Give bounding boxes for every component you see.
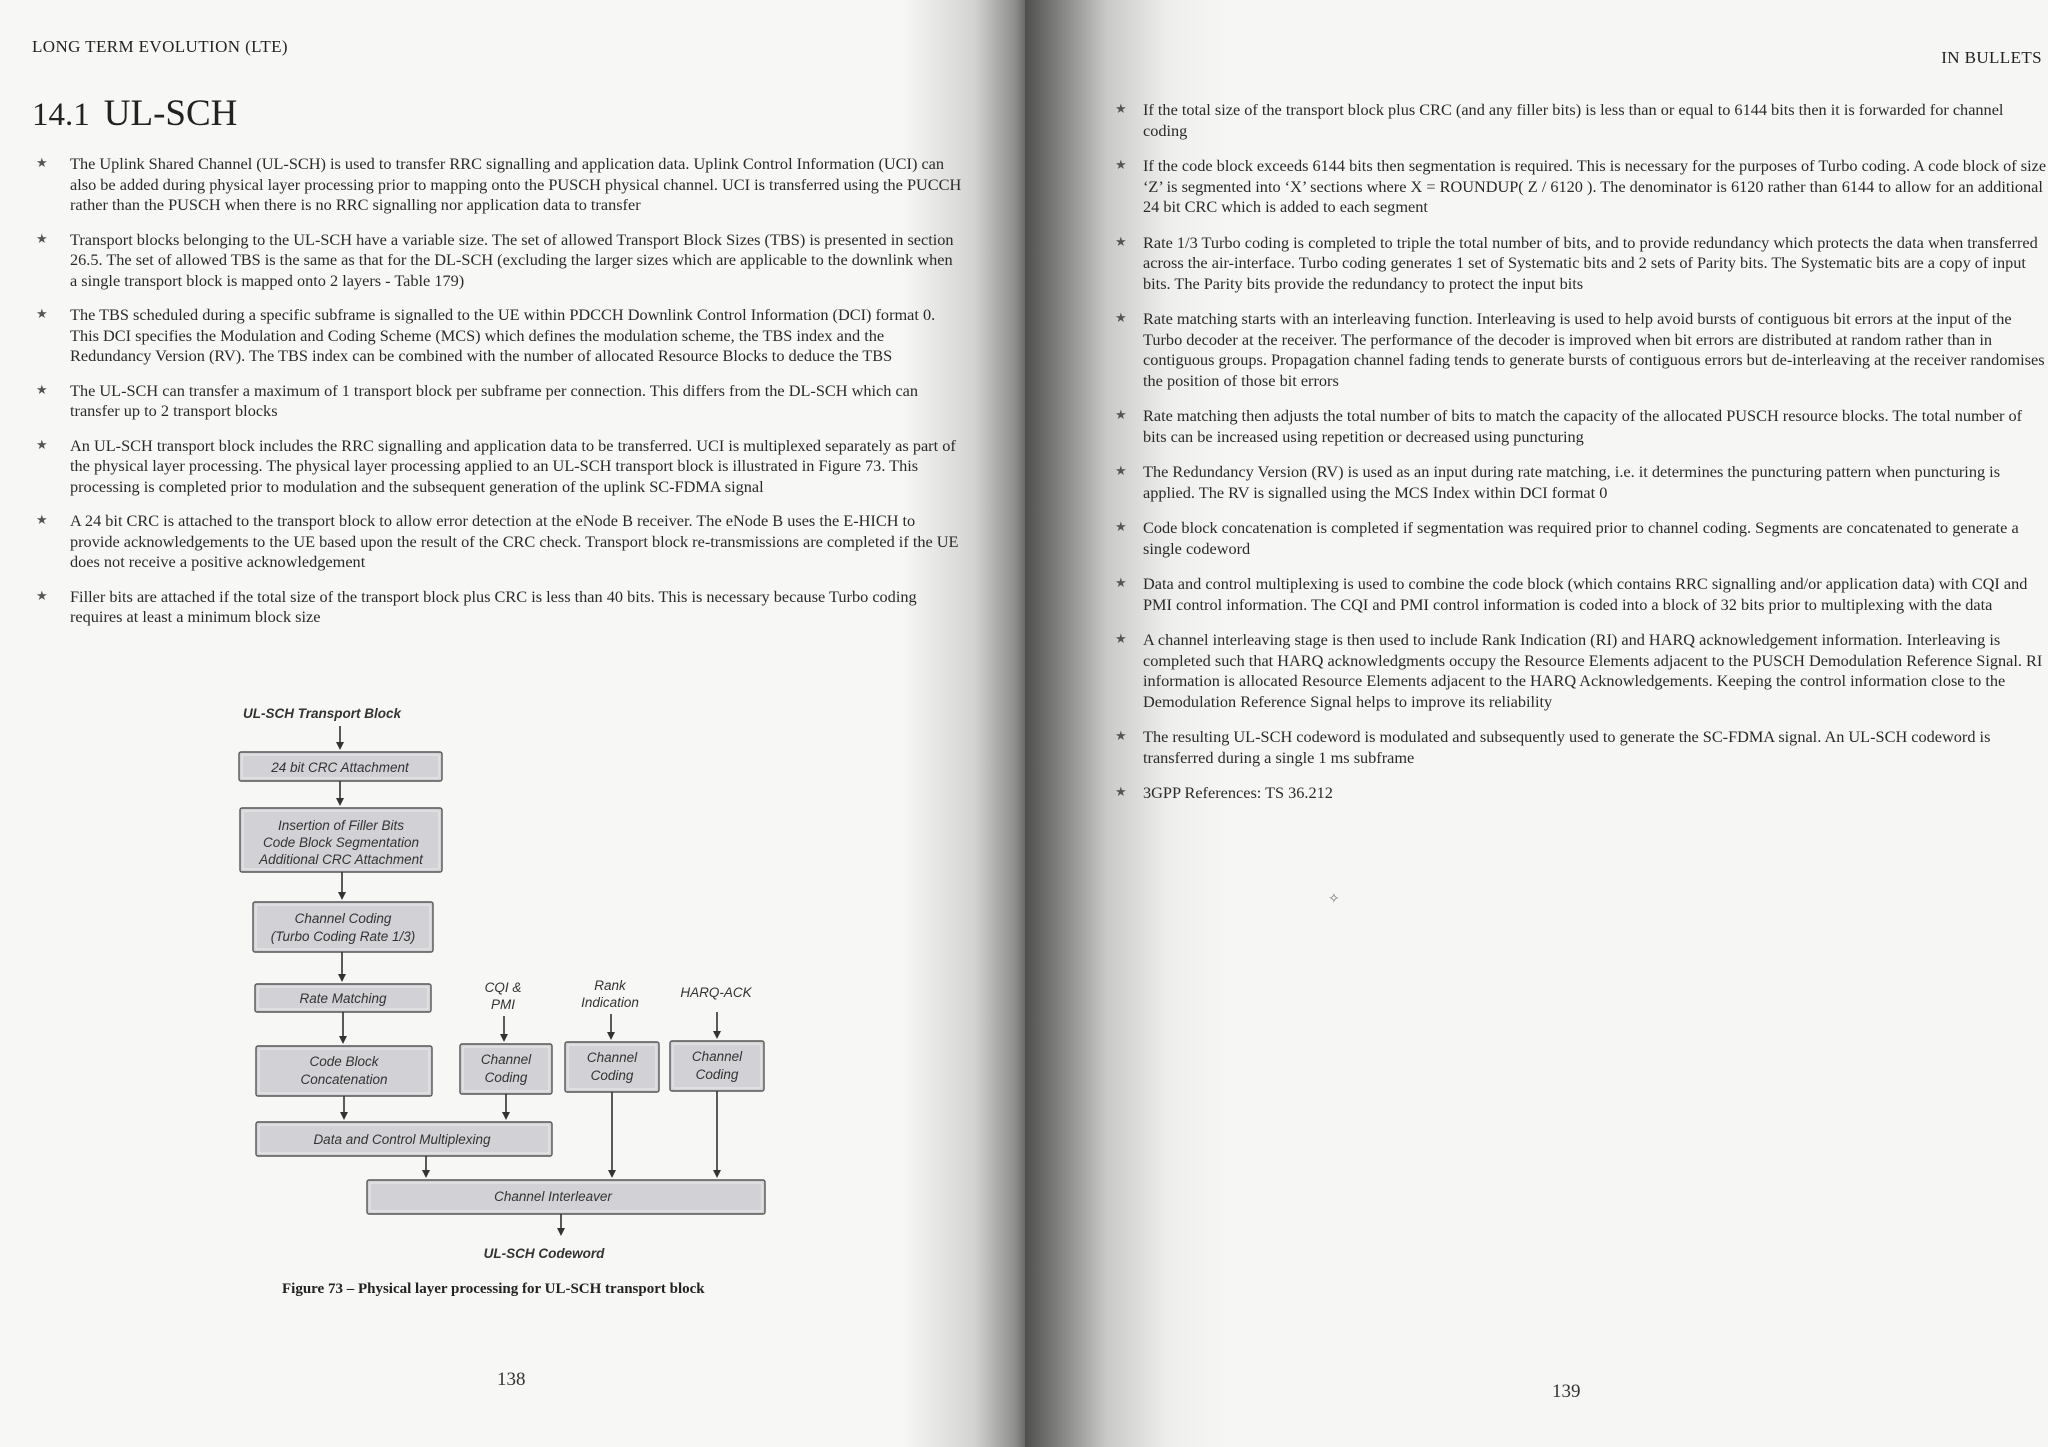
left-bullet-list — [36, 154, 962, 642]
left-running-head: LONG TERM EVOLUTION (LTE) — [32, 37, 288, 56]
side-coding-label-line: Channel — [480, 1052, 532, 1067]
star-icon: ★ — [36, 588, 48, 604]
arrow-head — [713, 1170, 721, 1178]
side-coding-label-line: Coding — [590, 1068, 634, 1083]
star-icon: ★ — [1115, 408, 1127, 423]
right-running-head: IN BULLETS — [1941, 48, 2042, 67]
star-icon: ★ — [36, 307, 48, 322]
section-title — [32, 92, 237, 135]
bullet-text: If the total size of the transport block plus CRC (and any filler bits) is less than or equal to 6144 bits then it is forwarded for channel coding — [1143, 100, 2004, 140]
crc-attachment-label: 24 bit CRC Attachment — [271, 760, 409, 775]
star-icon: ★ — [1115, 729, 1127, 744]
figure-caption: Figure 73 – Physical layer processing for UL-SCH transport block — [282, 1281, 705, 1297]
bullet-item — [36, 305, 962, 367]
right-page — [1025, 0, 2048, 1447]
bullet-item — [1115, 630, 2048, 712]
star-icon: ★ — [1115, 158, 1127, 173]
scan-artifact-mark: ✧ — [1328, 891, 1340, 907]
channel-interleaver-label: Channel Interleaver — [494, 1189, 612, 1204]
output-label: UL-SCH Codeword — [483, 1246, 605, 1261]
channel-coding-box — [253, 902, 433, 952]
bullet-item — [36, 229, 962, 292]
star-icon: ★ — [1115, 311, 1127, 326]
star-icon: ★ — [36, 156, 48, 171]
concatenation-label-line: Concatenation — [300, 1072, 388, 1087]
bullet-item — [1115, 100, 2048, 141]
star-icon: ★ — [1115, 576, 1127, 591]
bullet-item — [1115, 727, 2048, 768]
arrow-head — [340, 1112, 348, 1120]
channel-coding-label-line: (Turbo Coding Rate 1/3) — [270, 929, 416, 944]
cqi-pmi-label-line: PMI — [490, 997, 516, 1012]
arrow-head — [607, 1032, 615, 1040]
cqi-pmi-label-line: CQI & — [484, 980, 522, 995]
bullet-text: The Uplink Shared Channel (UL-SCH) is used to transfer RRC signalling and application data. Uplink Control Information (UCI) can also be added during physical layer processing prior to mapping onto the PUSCH physical channel. UCI is transferred using the PUCCH rather than the PUSCH when there is no RRC signalling nor application data to transfer — [70, 154, 962, 214]
star-icon: ★ — [36, 437, 48, 453]
side-coding-label-line: Channel — [691, 1049, 743, 1064]
left-page-number: 138 — [497, 1369, 526, 1390]
bullet-text: If the code block exceeds 6144 bits then segmentation is required. This is necessary for the purposes of Turbo coding. A code block of size ‘Z’ is segmented into ‘X’ sections where X = ROUNDUP( Z / 6120 ). The denominator is 6120 rather than 6144 to allow for an additional 24 bit CRC which is added to each segment — [1143, 156, 2047, 216]
bullet-text: Rate matching starts with an interleaving function. Interleaving is used to help avoid bursts of contiguous bit errors at the input of the Turbo decoder at the receiver. The performance of the decoder is improved when bit errors are distributed at random rather than in contiguous groups. Propagation channel fading tends to generate bursts of contiguous errors but de-interleaving at the receiver randomises the position of those bit errors — [1143, 309, 2045, 390]
side-coding-label-line: Coding — [484, 1070, 528, 1085]
section-title-text: UL-SCH — [103, 93, 238, 134]
right-page-number: 139 — [1552, 1381, 1581, 1402]
arrow-head — [338, 974, 346, 982]
rate-matching-label: Rate Matching — [299, 991, 387, 1006]
bullet-text: A channel interleaving stage is then used to include Rank Indication (RI) and HARQ acknowledgement information. Interleaving is completed such that HARQ acknowledgments occupy the Resource Elements adjacent to the PUSCH Demodulation Reference Signal. RI information is allocated Resource Elements adjacent to the HARQ Acknowledgements. Keeping the control information close to the Demodulation Reference Signal helps to improve its reliability — [1143, 630, 2043, 711]
bullet-item — [1115, 406, 2048, 447]
bullet-item — [36, 435, 962, 498]
segmentation-label-line: Code Block Segmentation — [262, 835, 420, 850]
side-coding-label-line: Channel — [586, 1050, 638, 1065]
figure-73-diagram — [230, 700, 790, 1280]
star-icon: ★ — [1115, 632, 1127, 647]
flow-diagram — [230, 700, 790, 1280]
star-icon: ★ — [36, 231, 48, 247]
bullet-text: Rate matching then adjusts the total number of bits to match the capacity of the allocated PUSCH resource blocks. The total number of bits can be increased using repetition or decreased using puncturing — [1143, 406, 2023, 446]
input-label: UL-SCH Transport Block — [242, 706, 402, 721]
star-icon: ★ — [1115, 520, 1127, 535]
star-icon: ★ — [36, 513, 48, 528]
arrow-head — [336, 742, 344, 750]
right-bullet-list — [1115, 100, 2048, 819]
arrow-head — [502, 1112, 510, 1120]
bullet-item — [36, 511, 962, 573]
star-icon: ★ — [1115, 102, 1127, 117]
bullet-text: Code block concatenation is completed if segmentation was required prior to channel coding. Segments are concatenated to generate a single codeword — [1143, 518, 2019, 558]
bullet-text: The UL-SCH can transfer a maximum of 1 transport block per subframe per connection. This differs from the DL-SCH which can transfer up to 2 transport blocks — [70, 380, 919, 420]
segmentation-label-line: Insertion of Filler Bits — [277, 818, 405, 833]
bullet-text: Transport blocks belonging to the UL-SCH have a variable size. The set of allowed Transport Block Sizes (TBS) is presented in section 26.5. The set of allowed TBS is the same as that for the DL-SCH (excluding the larger sizes which are applicable to the downlink when a single transport block is mapped onto 2 layers - Table 179) — [70, 229, 954, 290]
arrow-head — [422, 1170, 430, 1178]
arrow-head — [608, 1170, 616, 1178]
star-icon: ★ — [1115, 785, 1127, 800]
segmentation-label-line: Additional CRC Attachment — [259, 852, 423, 867]
bullet-item — [1115, 462, 2048, 503]
bullet-item — [1115, 309, 2048, 391]
arrow-head — [713, 1031, 721, 1039]
bullet-text: The resulting UL-SCH codeword is modulated and subsequently used to generate the SC-FDMA signal. An UL-SCH codeword is transferred during a single 1 ms subframe — [1143, 727, 1991, 767]
arrow-head — [336, 798, 344, 806]
bullet-item — [1115, 156, 2048, 218]
bullet-item — [1115, 574, 2048, 615]
bullet-text: 3GPP References: TS 36.212 — [1143, 783, 1333, 802]
bullet-text: An UL-SCH transport block includes the RRC signalling and application data to be transferred. UCI is multiplexed separately as part of the physical layer processing. The physical layer processing applied to an UL-SCH transport block is illustrated in Figure 73. This processing is completed prior to modulation and the subsequent generation of the uplink SC-FDMA signal — [70, 435, 956, 496]
harq-ack-label: HARQ-ACK — [680, 985, 752, 1000]
arrow-head — [338, 892, 346, 900]
bullet-text: The Redundancy Version (RV) is used as an input during rate matching, i.e. it determines the puncturing pattern when puncturing is applied. The RV is signalled using the MCS Index within DCI format 0 — [1143, 462, 2001, 502]
star-icon: ★ — [1115, 464, 1127, 479]
bullet-item — [1115, 783, 2048, 804]
bullet-text: A 24 bit CRC is attached to the transport block to allow error detection at the eNode B receiver. The eNode B uses the E-HICH to provide acknowledgements to the UE based upon the result of the CRC check. Transport block re-transmissions are completed if the UE does not receive a positive acknowledgement — [70, 511, 959, 571]
bullet-item — [1115, 518, 2048, 559]
data-control-multiplexing-label: Data and Control Multiplexing — [313, 1132, 491, 1147]
arrow-head — [500, 1034, 508, 1042]
bullet-text: Filler bits are attached if the total size of the transport block plus CRC is less than 40 bits. This is necessary because Turbo coding requires at least a minimum block size — [70, 586, 917, 626]
bullet-item — [1115, 232, 2048, 295]
bullet-item — [36, 586, 962, 628]
rank-indication-label-line: Rank — [594, 978, 626, 993]
star-icon: ★ — [1115, 234, 1127, 250]
bullet-item — [36, 154, 962, 216]
side-coding-label-line: Coding — [695, 1067, 739, 1082]
channel-coding-label-line: Channel Coding — [294, 911, 392, 926]
rank-indication-label-line: Indication — [581, 995, 639, 1010]
section-number: 14.1 — [32, 97, 90, 133]
bullet-text: Rate 1/3 Turbo coding is completed to triple the total number of bits, and to provide redundancy which protects the data when transferred across the air-interface. Turbo coding generates 1 set of Systematic bits and 2 sets of Parity bits. The Systematic bits are a copy of input bits. The Parity bits provide the redundancy to protect the input bits — [1143, 232, 2038, 293]
bullet-text: The TBS scheduled during a specific subframe is signalled to the UE within PDCCH Downlink Control Information (DCI) format 0. This DCI specifies the Modulation and Coding Scheme (MCS) which defines the modulation scheme, the TBS index and the Redundancy Version (RV). The TBS index can be combined with the number of allocated Resource Blocks to deduce the TBS — [70, 305, 936, 365]
arrow-head — [557, 1228, 565, 1236]
arrow-head — [339, 1036, 347, 1044]
star-icon: ★ — [36, 382, 48, 398]
concatenation-label-line: Code Block — [309, 1054, 379, 1069]
bullet-text: Data and control multiplexing is used to combine the code block (which contains RRC signalling and/or application data) with CQI and PMI control information. The CQI and PMI control information is coded into a block of 32 bits prior to multiplexing with the data — [1143, 574, 2028, 614]
bullet-item — [36, 380, 962, 422]
